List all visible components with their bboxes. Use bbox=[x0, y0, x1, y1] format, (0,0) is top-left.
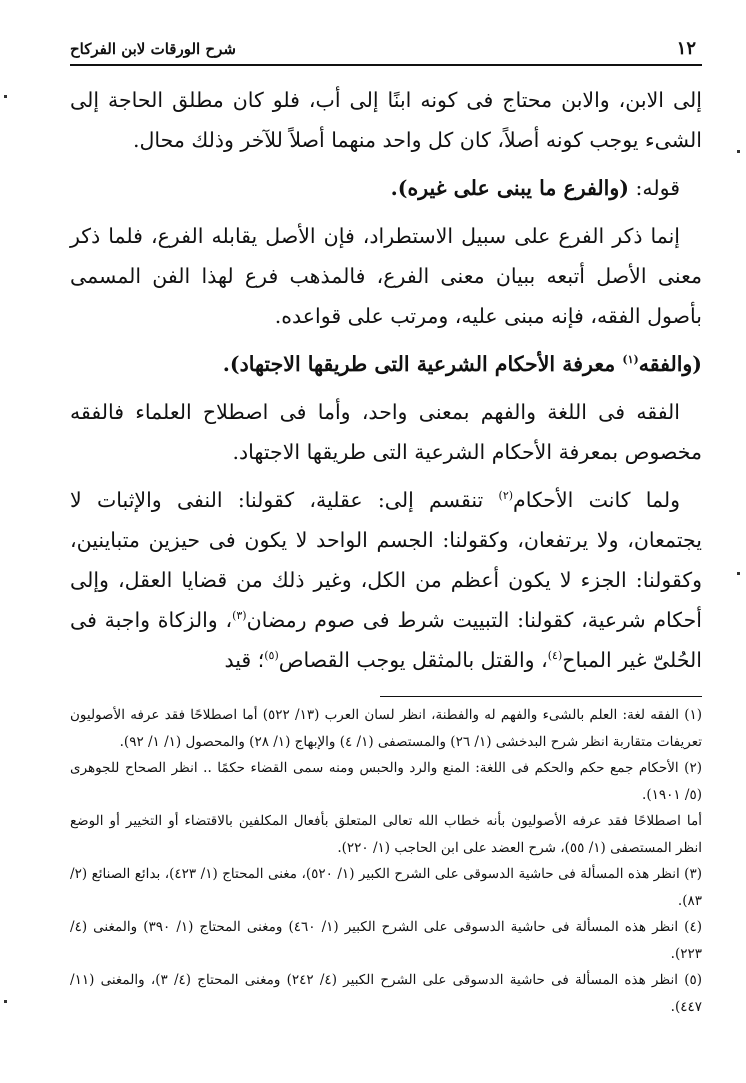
page-number: ١٢ bbox=[676, 38, 696, 59]
footnote: (١) الفقه لغة: العلم بالشىء والفهم له والفطنة، انظر لسان العرب (١٣/ ٥٢٢) أما اصطلاحًا فقد عرفه الأصوليون تعريفات متقاربة انظر شرح البدخشى (١/ ٢٦) والمستصفى (١/ ٤) والإبهاج (١/ ٢٨) والمحصول (١/ ١/ ٩٢). bbox=[70, 707, 703, 750]
quoted-matn: (والفقه$^{(١)}$ معرفة الأحكام الشرعية التى طريقها الاجتهاد). bbox=[222, 352, 702, 376]
paragraph: الفقه فى اللغة والفهم بمعنى واحد، وأما فى اصطلاح العلماء فالفقه مخصوص بمعرفة الأحكام الشرعية التى طريقها الاجتهاد. bbox=[70, 400, 702, 464]
footnote: (٤) انظر هذه المسألة فى حاشية الدسوقى على الشرح الكبير (١/ ٤٦٠) ومغنى المحتاج (١/ ٣٩٠) والمغنى (٤/ ٢٢٣). bbox=[70, 919, 702, 962]
scan-mark bbox=[4, 95, 7, 98]
scan-mark bbox=[737, 572, 740, 575]
footnote-separator bbox=[380, 696, 702, 697]
running-header bbox=[70, 36, 702, 66]
scan-mark bbox=[4, 1000, 7, 1003]
footnote: (٣) انظر هذه المسألة فى حاشية الدسوقى على الشرح الكبير (١/ ٥٢٠)، مغنى المحتاج (١/ ٤٢٣)، بدائع الصنائع (٢/ ٨٣). bbox=[70, 866, 702, 909]
footnote-ref: (٥) bbox=[264, 649, 279, 663]
scan-mark bbox=[737, 150, 740, 153]
footnote: أما اصطلاحًا فقد عرفه الأصوليون بأنه خطاب الله تعالى المتعلق بأفعال المكلفين بالاقتضاء أو التخيير أو الوضع انظر المستصفى (١/ ٥٥)، شرح العضد على ابن الحاجب (١/ ٢٢٠). bbox=[70, 813, 702, 856]
paragraph: إلى الابن، والابن محتاج فى كونه ابنًا إلى أب، فلو كان مطلق الحاجة إلى الشىء يوجب كونه أصلاً، كان كل واحد منهما أصلاً للآخر وذلك محال. bbox=[70, 88, 702, 152]
footnote-ref: (٢) bbox=[498, 489, 514, 503]
document-page bbox=[70, 36, 702, 1056]
quoted-matn: (والفرع ما يبنى على غيره). bbox=[390, 176, 629, 200]
footnote-ref: (١) bbox=[622, 353, 639, 367]
footnotes bbox=[70, 702, 702, 1020]
paragraph: قوله: (والفرع ما يبنى على غيره). bbox=[390, 176, 680, 200]
paragraph: ولما كانت الأحكام$^{(٢)}$ تنقسم إلى: عقلية، كقولنا: النفى والإثبات لا يجتمعان، ولا يرتفعان، وكقولنا: الجسم الواحد لا يكون فى حيزين متباينين، وكقولنا: الجزء لا يكون أعظم من الكل، وغير ذلك من قضايا العقل، وإلى أحكام شرعية، كقولنا: التبييت شرط فى صوم رمضان$^{(٣)}$، والزكاة واجبة فى الحُلىّ غير المباح$^{(٤)}$، والقتل بالمثقل يوجب القصاص$^{(٥)}$؛ قيد bbox=[70, 488, 702, 672]
footnote-ref: (٤) bbox=[547, 649, 563, 663]
paragraph: إنما ذكر الفرع على سبيل الاستطراد، فإن الأصل يقابله الفرع، فلما ذكر معنى الأصل أتبعه ببيان معنى الفرع، فالمذهب فرع لهذا الفن المسمى بأصول الفقه، فإنه مبنى عليه، ومرتب على قواعده. bbox=[70, 224, 702, 328]
footnote-ref: (٣) bbox=[232, 609, 247, 623]
running-title: شرح الورقات لابن الفركاح bbox=[70, 40, 236, 58]
footnote: (٥) انظر هذه المسألة فى حاشية الدسوقى على الشرح الكبير (٤/ ٢٤٢) ومغنى المحتاج (٤/ ٣)، والمغنى (١١/ ٤٤٧). bbox=[70, 972, 703, 1015]
footnote: (٢) الأحكام جمع حكم والحكم فى اللغة: المنع والرد والحبس ومنه سمى القضاء حكمًا .. انظر الصحاح للجوهرى (٥/ ١٩٠١). bbox=[70, 760, 702, 803]
main-text bbox=[70, 80, 702, 680]
